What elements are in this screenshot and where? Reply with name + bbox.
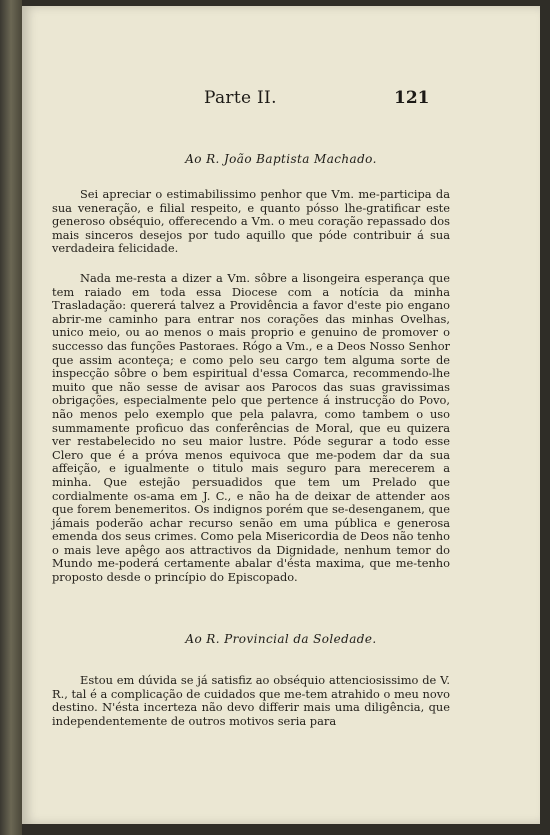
page-number: 121 bbox=[394, 88, 430, 108]
running-head bbox=[22, 88, 540, 112]
running-title: Parte II. bbox=[204, 88, 277, 108]
letter-1-paragraph-2: Nada me-resta a dizer a Vm. sôbre a lisongeira esperança que tem raiado em toda essa Diocese com a notícia da minha Trasladação: quererá talvez a Providência a favor d'este pio engano abrir-me caminho para entrar nos corações das minhas Ovelhas, unico meio, ou ao menos o mais proprio e genuino de promover o successo das funções Pastoraes. Rógo a Vm., e a Deos Nosso Senhor que assim aconteça; e como pelo seu cargo tem alguma sorte de inspecção sôbre o bem espiritual d'essa Comarca, recommendo-lhe muito que não sesse de avisar aos Parocos das suas gravissimas obrigações, especialmente pelo que pertence á instrucção do Povo, não menos pelo exemplo que pela palavra, como tambem o uso summamente proficuo das conferências de Moral, que eu quizera ver restabelecido no seu maior lustre. Póde segurar a todo esse Clero que é a próva menos equivoca que me-podem dar da sua affeição, e igualmente o titulo mais seguro para merecerem a minha. Que estejão persuadidos que tem um Prelado que cordialmente os-ama em J. C., e não ha de deixar de attender aos que forem benemeritos. Os indignos porém que se-desenganem, que jámais poderão achar recurso senão em uma pública e generosa emenda dos seus crimes. Como pela Misericordia de Deos não tenho o mais leve apêgo aos attractivos da Dignidade, nenhum temor do Mundo me-poderá certamente abalar d'ésta maxima, que me-tenho proposto desde o princípio do Episcopado. bbox=[52, 271, 450, 585]
letter-heading-2: Ao R. Provincial da Soledade. bbox=[185, 632, 377, 646]
adjacent-page-edge bbox=[0, 0, 22, 835]
page-sheet bbox=[22, 6, 540, 824]
letter-1-paragraph-1: Sei apreciar o estimabilissimo penhor que Vm. me-participa da sua veneração, e filial respeito, e quanto pósso lhe-gratificar este generoso obséquio, offerecendo a Vm. o meu coração repassado dos mais sinceros desejos por tudo aquillo que póde contribuir á sua verdadeira felicidade. bbox=[52, 187, 450, 256]
letter-heading-1: Ao R. João Baptista Machado. bbox=[185, 152, 377, 166]
letter-2-paragraph-1: Estou em dúvida se já satisfiz ao obséquio attenciosissimo de V. R., tal é a complicação de cuidados que me-tem atrahido o meu novo destino. N'ésta incerteza não devo differir mais uma diligência, que independentemente de outros motivos seria para bbox=[52, 673, 450, 728]
